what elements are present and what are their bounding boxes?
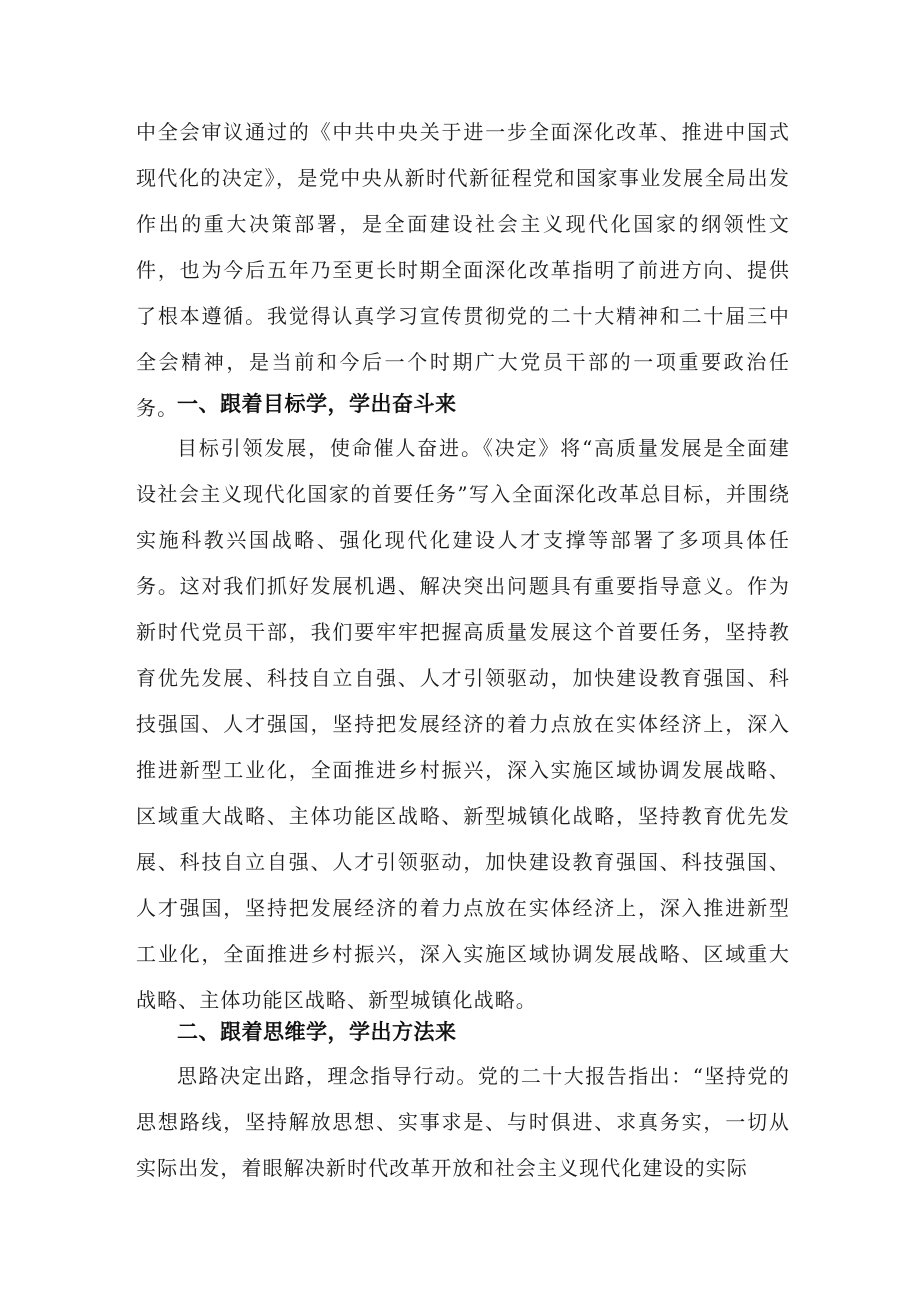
section-heading-2: 二、跟着思维学，学出方法来 — [177, 1020, 457, 1044]
section-1-paragraph: 目标引领发展，使命催人奋进。《决定》将“高质量发展是全面建设社会主义现代化国家的首要任务”写入全面深化改革总目标，并围绕实施科教兴国战略、强化现代化建设人才支撑等部署了多项具体任务。这对我们抓好发展机遇、解决突出问题具有重要指导意义。作为新时代党员干部，我们要牢牢把握高质量发展这个首要任务，坚持教育优先发展、科技自立自强、人才引领驱动，加快建设教育强国、科技强国、人才强国，坚持把发展经济的着力点放在实体经济上，深入推进新型工业化，全面推进乡村振兴，深入实施区域协调发展战略、区域重大战略、主体功能区战略、新型城镇化战略，坚持教育优先发展、科技自立自强、人才引领驱动，加快建设教育强国、科技强国、人才强国，坚持把发展经济的着力点放在实体经济上，深入推进新型工业化，全面推进乡村振兴，深入实施区域协调发展战略、区域重大战略、主体功能区战略、新型城镇化战略。 — [136, 436, 790, 1012]
intro-paragraph: 中全会审议通过的《中共中央关于进一步全面深化改革、推进中国式现代化的决定》，是党中央从新时代新征程党和国家事业发展全局出发作出的重大决策部署，是全面建设社会主义现代化国家的纲领性文件，也为今后五年乃至更长时期全面深化改革指明了前进方向、提供了根本遵循。我觉得认真学习宣传贯彻党的二十大精神和二十届三中全会精神，是当前和今后一个时期广大党员干部的一项重要政治任务。 — [136, 120, 790, 420]
section-2-paragraph: 思路决定出路，理念指导行动。党的二十大报告指出：“坚持党的思想路线，坚持解放思想、实事求是、与时俱进、求真务实，一切从实际出发，着眼解决新时代改革开放和社会主义现代化建设的实际 — [136, 1064, 790, 1180]
section-heading-1: 一、跟着目标学，学出奋斗来 — [177, 392, 457, 416]
